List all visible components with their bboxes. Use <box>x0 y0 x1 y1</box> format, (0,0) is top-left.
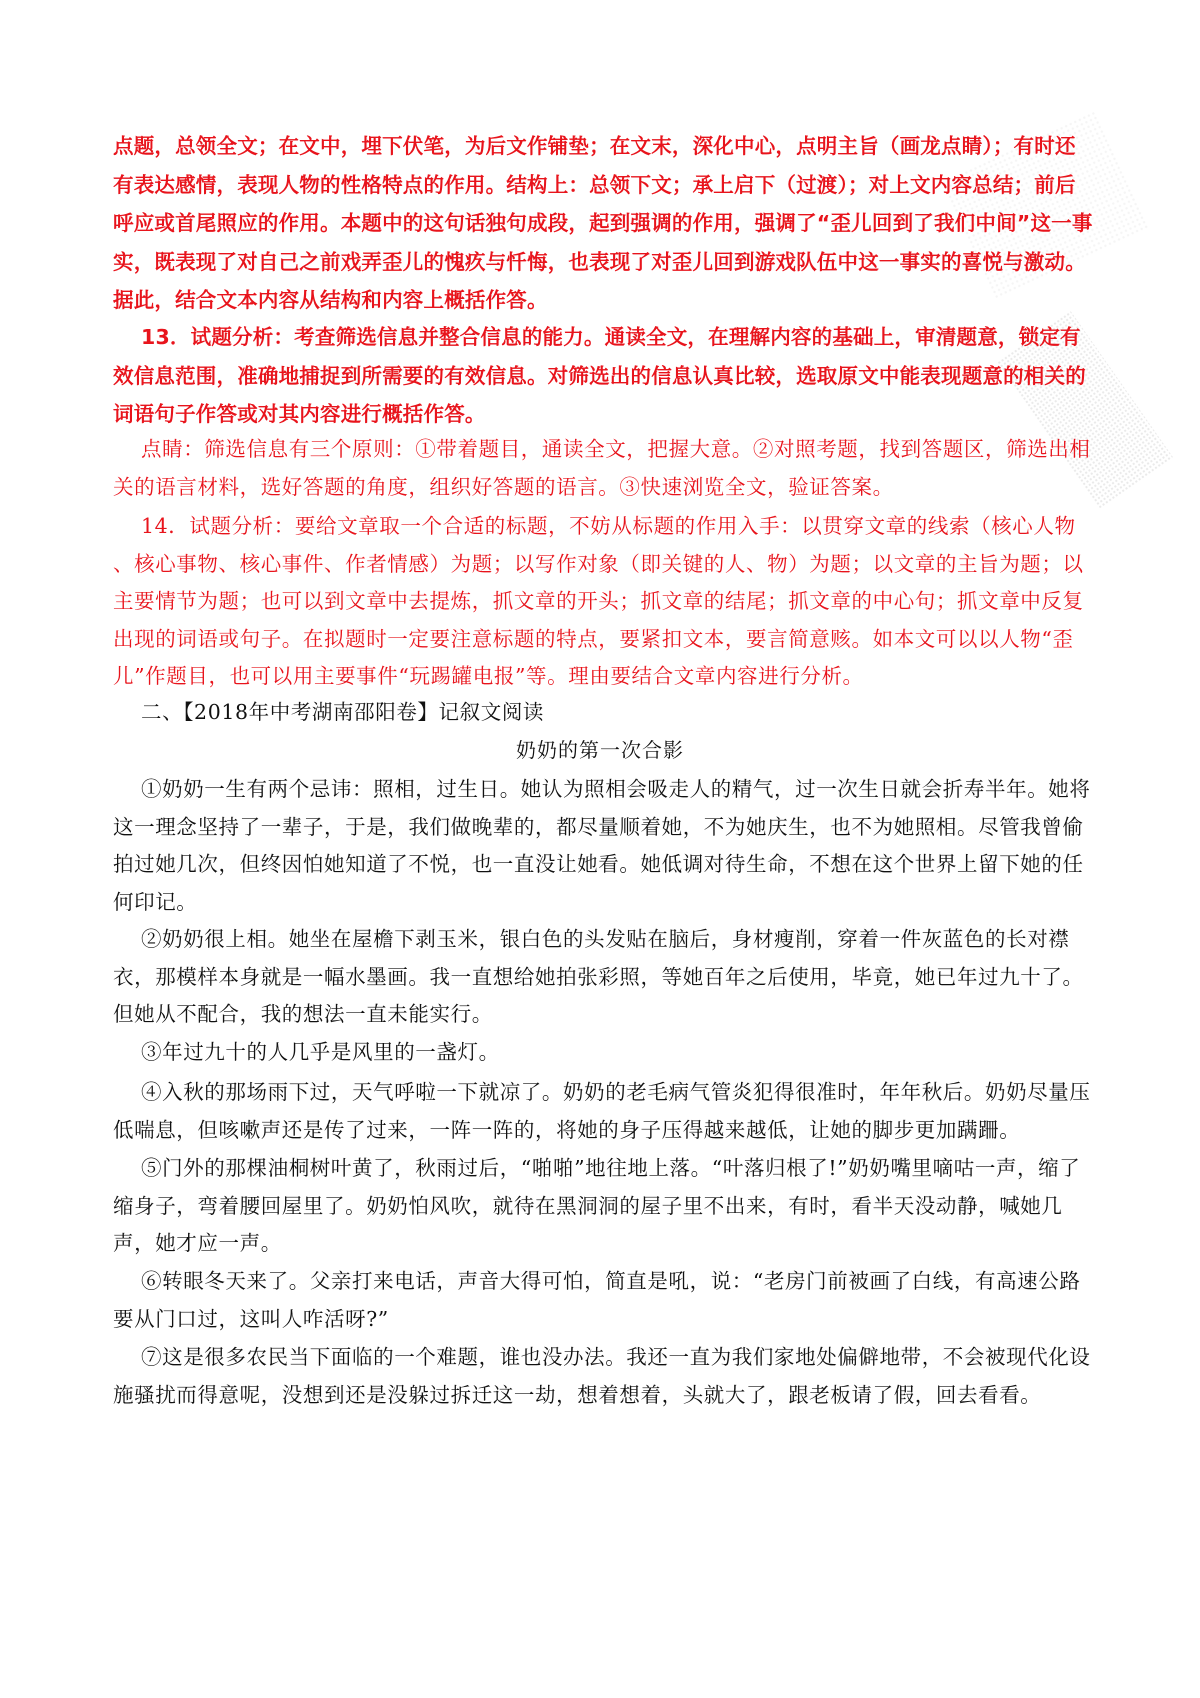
analysis-q12-line: 呼应或首尾照应的作用。本题中的这句话独句成段，起到强调的作用，强调了“歪儿回到了我们中间”这一事 <box>113 211 1093 235</box>
analysis-q12 <box>113 127 1099 320</box>
passage-paragraph: ⑤门外的那棵油桐树叶黄了，秋雨过后，“啪啪”地往地上落。“叶落归根了!”奶奶嘴里嘀咕一声，缩了缩身子，弯着腰回屋里了。奶奶怕风吹，就待在黑洞洞的屋子里不出来，有时，看半天没动静，喊她几声，她才应一声。 <box>113 1156 1081 1255</box>
analysis-q14: 14．试题分析：要给文章取一个合适的标题，不妨从标题的作用入手：以贯穿文章的线索（核心人物 、核心事物、核心事件、作者情感）为题；以写作对象（即关键的人、物）为题；以文章的主旨为题；以主要情节为题；也可以到文章中去提炼，抓文章的开头；抓文章的结尾；抓文章的中心句；抓文章中反复出现的词语或句子。在拟题时一定要注意标题的特点，要紧扣文本，要言简意赅。如本文可以以人物“歪儿”作题目，也可以用主要事件“玩踢罐电报”等。理由要结合文章内容进行分析。 <box>113 514 1084 688</box>
passage-paragraph: ②奶奶很上相。她坐在屋檐下剥玉米，银白色的头发贴在脑后，身材瘦削，穿着一件灰蓝色的长对襟衣，那模样本身就是一幅水墨画。我一直想给她拍张彩照，等她百年之后使用，毕竟，她已年过九十了。但她从不配合，我的想法一直未能实行。 <box>113 927 1084 1026</box>
analysis-q12-line: 实，既表现了对自己之前戏弄歪儿的愧疚与忏悔，也表现了对歪儿回到游戏队伍中这一事实的喜悦与激动。 <box>113 249 1086 274</box>
passage-title: 奶奶的第一次合影 <box>516 738 684 762</box>
passage-paragraph: ⑦这是很多农民当下面临的一个难题，谁也没办法。我还一直为我们家地处偏僻地带，不会被现代化设施骚扰而得意呢，没想到还是没躲过拆迁这一劫，想着想着，头就大了，跟老板请了假，回去看看。 <box>113 1345 1091 1407</box>
analysis-q12-line: 点题，总领全文；在文中，埋下伏笔，为后文作铺垫；在文末，深化中心，点明主旨（画龙点睛）；有时还 <box>113 134 1076 158</box>
passage-paragraph: ③年过九十的人几乎是风里的一盏灯。 <box>141 1040 500 1064</box>
analysis-q12-line: 据此，结合文本内容从结构和内容上概括作答。 <box>113 288 548 312</box>
passage-paragraph: ④入秋的那场雨下过，天气呼啦一下就凉了。奶奶的老毛病气管炎犯得很准时，年年秋后。奶奶尽量压低喘息，但咳嗽声还是传了过来，一阵一阵的，将她的身子压得越来越低，让她的脚步更加蹒跚。 <box>113 1080 1091 1142</box>
analysis-q13: 13．试题分析：考查筛选信息并整合信息的能力。通读全文，在理解内容的基础上，审清题意，锁定有效信息范围，准确地捕捉到所需要的有效信息。对筛选出的信息认真比较，选取原文中能表现题意的相关的词语句子作答或对其内容进行概括作答。 <box>113 325 1086 426</box>
analysis-dianjing: 点睛：筛选信息有三个原则：①带着题目，通读全文，把握大意。②对照考题，找到答题区，筛选出相关的语言材料，选好答题的角度，组织好答题的语言。③快速浏览全文，验证答案。 <box>113 437 1091 499</box>
section-heading: 二、【2018年中考湖南邵阳卷】记叙文阅读 <box>141 700 545 724</box>
passage-paragraph: ①奶奶一生有两个忌讳：照相，过生日。她认为照相会吸走人的精气，过一次生日就会折寿半年。她将这一理念坚持了一辈子，于是，我们做晚辈的，都尽量顺着她，不为她庆生，也不为她照相。尽管我曾偷拍过她几次，但终因怕她知道了不悦，也一直没让她看。她低调对待生命，不想在这个世界上留下她的任何印记。 <box>113 777 1091 914</box>
analysis-q12-line: 有表达感情，表现人物的性格特点的作用。结构上：总领下文；承上启下（过渡）；对上文内容总结；前后 <box>113 172 1076 197</box>
passage-paragraph: ⑥转眼冬天来了。父亲打来电话，声音大得可怕，简直是吼，说：“老房门前被画了白线，有高速公路要从门口过，这叫人咋活呀?” <box>113 1269 1081 1331</box>
